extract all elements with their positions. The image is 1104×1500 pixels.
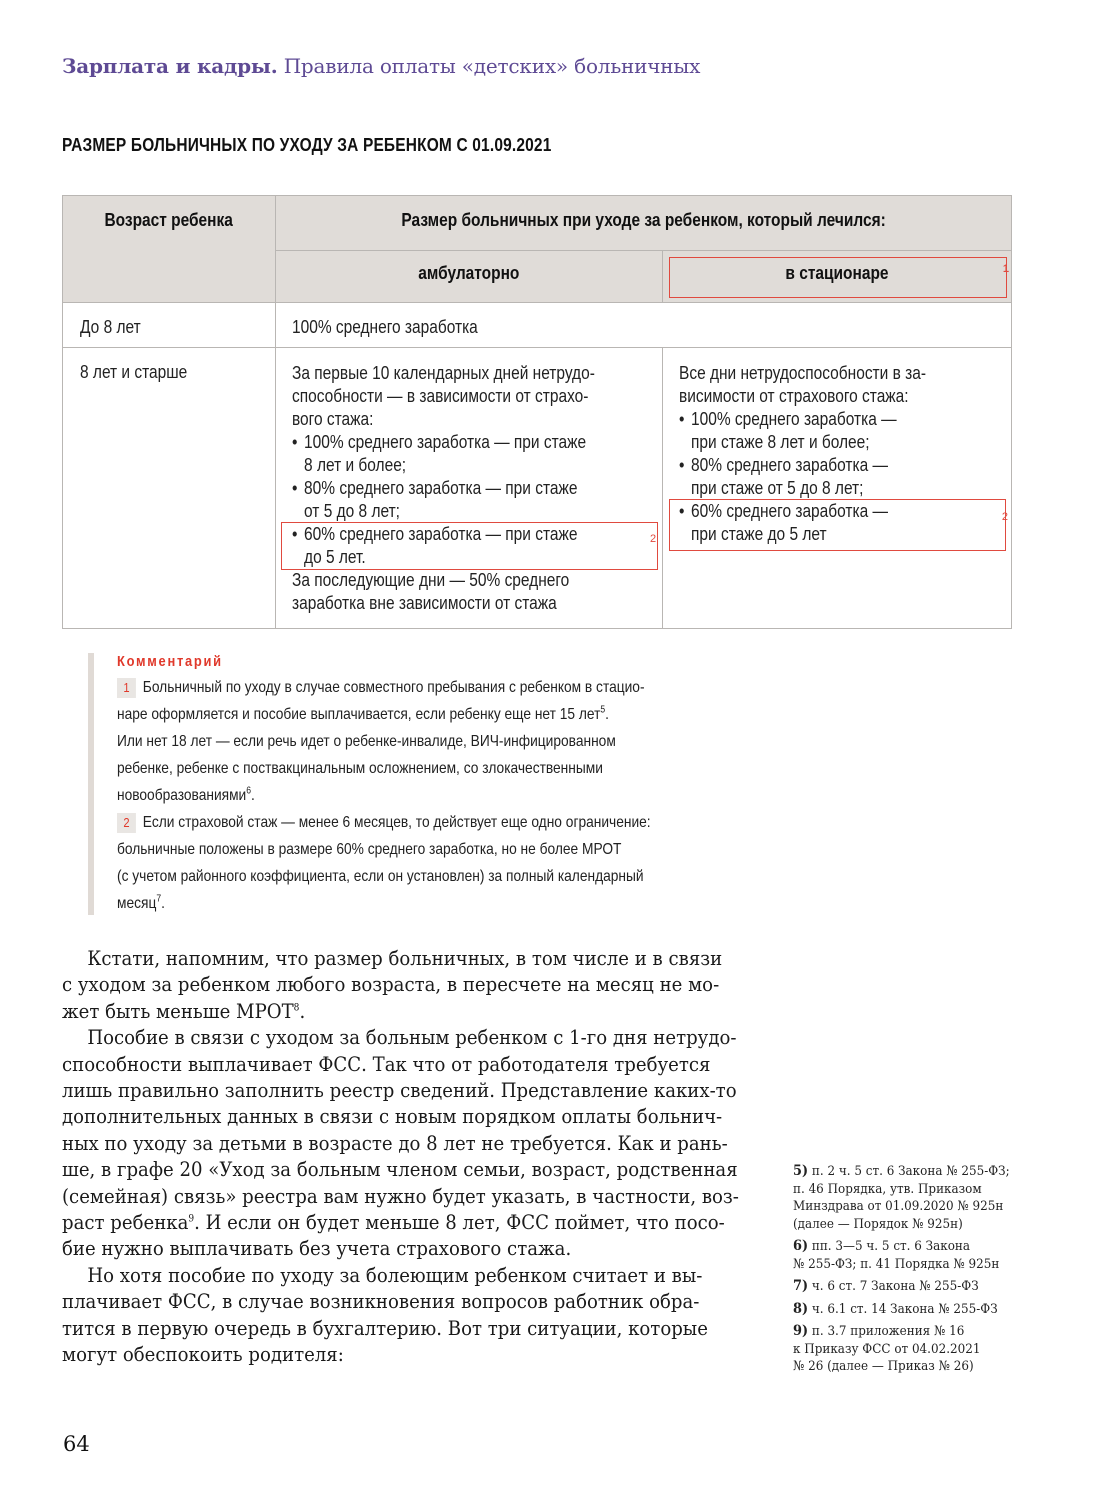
footnote-ref[interactable]: 8	[293, 1002, 300, 1014]
table-row	[63, 303, 1012, 348]
comment-number-1: 1	[117, 678, 136, 698]
body-text	[62, 945, 742, 1368]
bullet-item-highlighted: • 60% среднего заработка — при стаже до 5 лет	[679, 500, 926, 546]
table-row	[63, 348, 1012, 629]
row-age-under-8: До 8 лет	[63, 303, 276, 348]
bullet-item: • 80% среднего заработка — при стаже от 5 до 8 лет;	[679, 454, 926, 500]
running-head-section: Зарплата и кадры.	[62, 54, 278, 78]
footnote-ref[interactable]: 9	[188, 1213, 195, 1225]
highlight-box-1	[669, 257, 1007, 298]
footnote-8: 8) ч. 6.1 ст. 14 Закона № 255-ФЗ	[793, 1300, 998, 1317]
footnote-ref[interactable]: 7	[156, 893, 162, 905]
header-inpatient: в стационаре 1	[663, 250, 1012, 302]
comment-box: Комментарий 1 Больничный по уходу в случае совместного пребывания с ребенком в стацио- наре оформляется и пособие выплачивается, если ребенку еще нет 15 лет$^5$. Или нет 18 лет — если речь идет о ребенке-инвалиде, ВИЧ-инфицированном ребенке, ребенке с поствакцинальным осложнением, со злокачественными новообразованиями$^6$. 2 Если страховой стаж — менее 6 месяцев, то действует еще одно ограничение: больничные положены в размере 60% среднего заработка, но не более МРОТ (с учетом районного коэффициента, если он установлен) за полный календарный месяц$^7$.	[88, 653, 777, 915]
bullet-item: • 80% среднего заработка — при стаже от 5 до 8 лет;	[292, 477, 595, 523]
header-main: Размер больничных при уходе за ребенком, который лечился:	[276, 196, 1012, 251]
bullet-item: • 100% среднего заработка — при стаже 8 лет и более;	[292, 431, 595, 477]
footnote-5: 5) п. 2 ч. 5 ст. 6 Закона № 255-ФЗ; п. 46 Порядка, утв. Приказом Минздрава от 01.09.2020 № 925н (далее — Порядок № 925н)	[793, 1163, 1010, 1232]
table-title: РАЗМЕР БОЛЬНИЧНЫХ ПО УХОДУ ЗА РЕБЕНКОМ С 01.09.2021	[62, 135, 552, 155]
bullet-item-highlighted: • 60% среднего заработка — при стаже до 5 лет.	[292, 523, 595, 569]
paragraph: Пособие в связи с уходом за больным ребенком с 1-го дня нетрудо- способности выплачивает ФСС. Так что от работодателя требуется лишь правильно заполнить реестр сведений. Представление каких-то дополнительных данных в связи с новым порядком оплаты больнич- ных по уходу за детьми в возрасте до 8 лет не требуется. Как и рань- ше, в графе 20 «Уход за больным членом семьи, возраст, родственная (семейная) связь» реестра вам нужно будет указать, в частности, воз- раст ребенка$^9$. И если он будет меньше 8 лет, ФСС поймет, что посо- бие нужно выплачивать без учета страхового стажа.	[62, 1025, 739, 1261]
footnote-ref[interactable]: 6	[246, 785, 252, 797]
running-head-topic: Правила оплаты «детских» больничных	[283, 54, 701, 78]
running-head	[62, 54, 700, 78]
highlight-marker-2: 2	[1001, 511, 1008, 523]
page-number: 64	[63, 1432, 90, 1456]
footnotes	[793, 1163, 1033, 1381]
highlight-marker-1: 1	[1002, 262, 1009, 275]
highlight-box-2-outpatient	[281, 522, 658, 570]
row-outpatient-8-plus: За первые 10 календарных дней нетрудо- способности — в зависимости от страхо- вого стажа: • 100% среднего заработка — при стаже 8 лет и более; • 80% среднего заработка — при стаже от 5 до 8 лет; • 60% среднего заработка — при стаже до 5 лет. За последующие дни — 50% среднего заработка вне зависимости от стажа 2	[276, 348, 663, 629]
header-age: Возраст ребенка	[63, 196, 276, 303]
row-age-8-plus: 8 лет и старше	[63, 348, 276, 629]
highlight-box-2-inpatient	[669, 499, 1006, 551]
footnote-7: 7) ч. 6 ст. 7 Закона № 255-ФЗ	[793, 1278, 979, 1294]
sick-leave-rates-table	[62, 195, 1012, 629]
comment-title: Комментарий	[117, 653, 223, 670]
highlight-marker-2: 2	[650, 533, 657, 545]
bullet-item: • 100% среднего заработка — при стаже 8 лет и более;	[679, 408, 926, 454]
header-outpatient: амбулаторно	[276, 250, 663, 302]
row-inpatient-8-plus: Все дни нетрудоспособности в за- висимости от страхового стажа: • 100% среднего заработка — при стаже 8 лет и более; • 80% среднего заработка — при стаже от 5 до 8 лет; • 60% среднего заработка — при стаже до 5 лет 2	[663, 348, 1012, 629]
footnote-9: 9) п. 3.7 приложения № 16 к Приказу ФСС от 04.02.2021 № 26 (далее — Приказ № 26)	[793, 1323, 981, 1374]
paragraph: Кстати, напомним, что размер больничных, в том числе и в связи с уходом за ребенком любого возраста, в пересчете на месяц не мо- жет быть меньше МРОТ$^8$.	[62, 946, 723, 1023]
paragraph: Но хотя пособие по уходу за болеющим ребенком считает и вы- плачивает ФСС, в случае возникновения вопросов работник обра- тится в первую очередь в бухгалтерию. Вот три ситуации, которые могут обеспокоить родителя:	[62, 1262, 708, 1367]
comment-number-2: 2	[117, 813, 136, 833]
footnote-6: 6) пп. 3—5 ч. 5 ст. 6 Закона № 255-ФЗ; п. 41 Порядка № 925н	[793, 1238, 1000, 1272]
footnote-ref[interactable]: 5	[600, 704, 606, 716]
row-value-under-8: 100% среднего заработка	[276, 303, 1012, 348]
